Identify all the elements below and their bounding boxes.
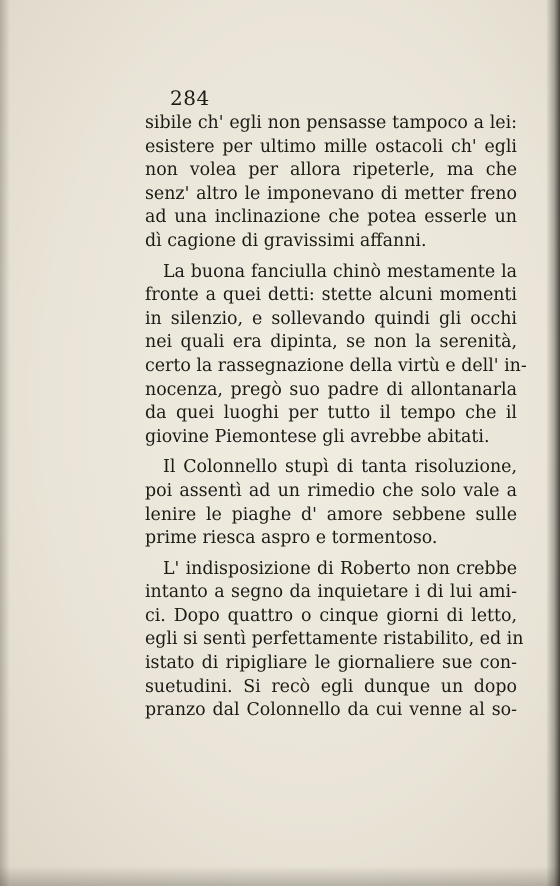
page-binding-shadow [546,0,560,886]
text-line: esistere per ultimo mille ostacoli ch' egli [145,136,517,157]
paragraph [145,261,527,450]
text-line: da quei luoghi per tutto il tempo che il [145,403,517,424]
text-line: ci. Dopo quattro o cinque giorni di letto, [145,605,517,626]
text-line: prime riesca aspro e tormentoso. [145,528,438,549]
text-line: egli si sentì perfettamente ristabilito, ed in [145,629,524,650]
text-line: sibile ch' egli non pensasse tampoco a lei: [145,113,517,133]
text-line: istato di ripigliare le giornaliere sue con- [145,653,517,674]
page-number: 284 [170,86,210,110]
text-line: certo la rassegnazione della virtù e dell' in- [145,355,527,376]
text-line: La buona fanciulla chinò mestamente la [163,261,517,282]
text-line: intanto a segno da inquietare i di lui ami- [145,582,517,603]
text-line: in silenzio, e sollevando quindi gli occhi [145,308,517,329]
text-line: pranzo dal Colonnello da cui venne al so- [145,700,517,721]
page-bottom-shadow [0,866,560,886]
text-line: ad una inclinazione che potea esserle un [145,207,517,228]
paragraph [145,456,517,550]
text-line: lenire le piaghe d' amore sebbene sulle [145,504,517,525]
text-line: giovine Piemontese gli avrebbe abitati. [145,426,490,447]
text-line: nei quali era dipinta, se non la serenità, [145,332,517,353]
body-text [145,112,527,723]
text-line: nocenza, pregò suo padre di allontanarla [145,379,517,400]
text-line: L' indisposizione di Roberto non crebbe [163,558,517,579]
paragraph-gap [145,449,517,456]
text-line: senz' altro le imponevano di metter freno [145,183,517,204]
text-line: Il Colonnello stupì di tanta risoluzione, [163,457,517,478]
paragraph-gap [145,551,517,558]
paragraph [145,558,524,723]
text-line: dì cagione di gravissimi affanni. [145,230,427,251]
text-line: non volea per allora ripeterle, ma che [145,160,517,181]
text-line: suetudini. Si recò egli dunque un dopo [145,676,517,697]
paragraph-gap [145,254,517,261]
text-line: poi assentì ad un rimedio che solo vale a [145,480,517,501]
page-left-shadow [0,0,10,886]
paragraph [145,112,517,254]
text-line: fronte a quei detti: stette alcuni momenti [145,285,517,306]
